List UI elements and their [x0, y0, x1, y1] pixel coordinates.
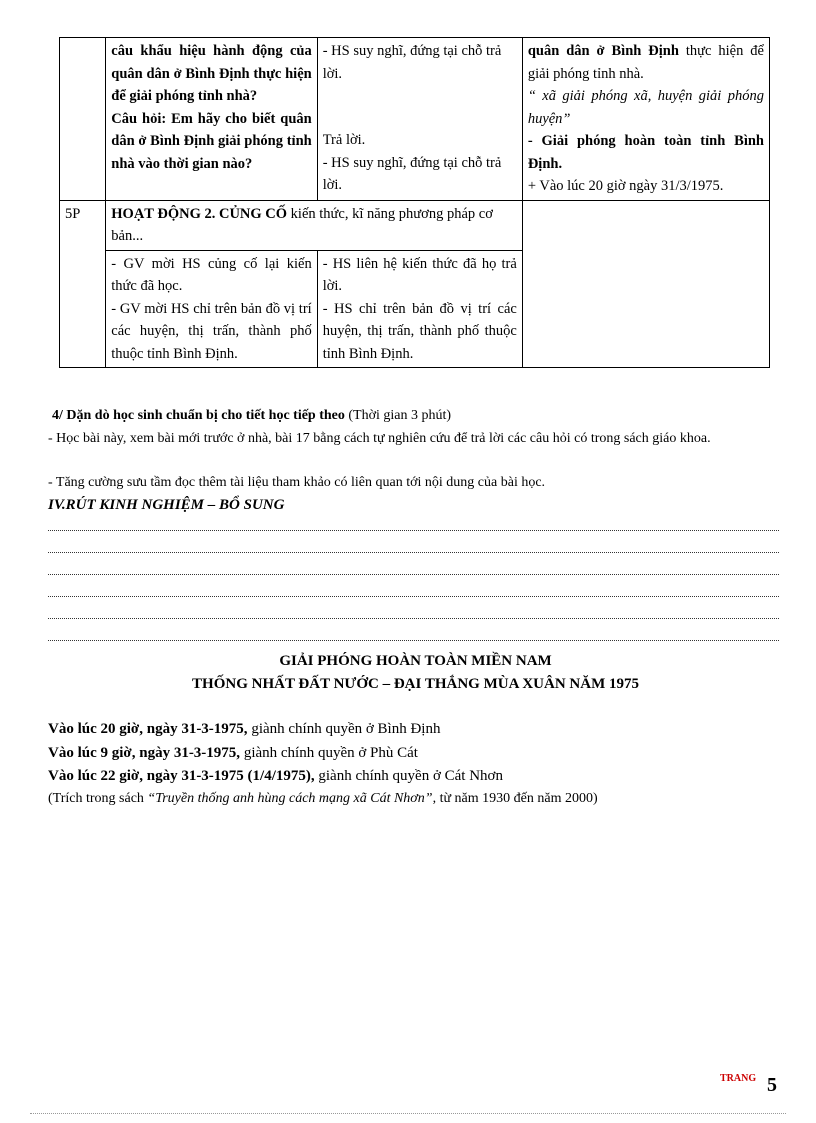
fact-text: giành chính quyền ở Cát Nhơn — [314, 768, 503, 784]
content-text: thực hiện để giải phóng tỉnh nhà. — [527, 43, 764, 82]
student-cell — [317, 38, 522, 201]
content-cell — [522, 200, 769, 368]
ruled-line — [48, 530, 779, 531]
ruled-line — [48, 640, 779, 641]
source-suffix: , từ năm 1930 đến năm 2000) — [432, 791, 598, 806]
homework-heading-bold: 4/ Dặn dò học sinh chuẩn bị cho tiết học tiếp theo — [52, 408, 345, 423]
table-row — [60, 200, 770, 250]
source-prefix: (Trích trong sách — [48, 791, 148, 806]
teacher-task-2: - GV mời HS chỉ trên bản đồ vị trí các huyện, thị trấn, thành phố thuộc tỉnh Bình Định. — [111, 300, 312, 362]
content-line-1 — [528, 40, 764, 85]
fact-date: Vào lúc 22 giờ, ngày 31-3-1975 (1/4/1975), — [48, 768, 315, 784]
time-cell: 5P — [60, 200, 106, 368]
fact-date: Vào lúc 20 giờ, ngày 31-3-1975, — [48, 721, 248, 737]
teacher-task-1: - GV mời HS củng cố lại kiến thức đã học. — [111, 255, 312, 294]
homework-item-1: - Học bài này, xem bài mới trước ở nhà, bài 17 bằng cách tự nghiên cứu để trả lời các câu hỏi có trong sách giáo khoa. — [48, 431, 711, 446]
student-task-1: - HS liên hệ kiến thức đã họ trả lời. — [322, 255, 517, 294]
teacher-question-2: Câu hỏi: Em hãy cho biết quân dân ở Bình Định giải phóng tỉnh nhà vào thời gian nào? — [111, 110, 312, 172]
content-bold: quân dân ở Bình Định — [527, 43, 679, 59]
source-title: “Truyền thống anh hùng cách mạng xã Cát Nhơn” — [147, 791, 433, 806]
page-label: TRANG — [720, 1073, 757, 1084]
ruled-line — [48, 574, 779, 575]
table-row — [60, 38, 770, 201]
ruled-line — [48, 596, 779, 597]
appendix-title-2: THỐNG NHẤT ĐẤT NƯỚC – ĐẠI THẮNG MÙA XUÂN NĂM 1975 — [192, 676, 639, 692]
review-heading: IV.RÚT KINH NGHIỆM – BỔ SUNG — [48, 497, 285, 513]
teacher-cell — [106, 38, 317, 201]
ruled-line — [48, 618, 779, 619]
activity-subtitle: kiến thức, kĩ năng phương pháp cơ bản... — [111, 205, 493, 244]
student-answer-2: - HS suy nghĩ, đứng tại chỗ trả lời. — [322, 154, 502, 193]
content-heading-2: - Giải phóng hoàn toàn tỉnh Bình Định. — [527, 133, 764, 172]
footer-divider — [30, 1113, 786, 1114]
content-time: + Vào lúc 20 giờ ngày 31/3/1975. — [527, 178, 724, 194]
student-answer-1: - HS suy nghĩ, đứng tại chỗ trả lời. — [322, 43, 502, 82]
page-number: 5 — [767, 1074, 777, 1096]
content-cell — [522, 38, 769, 201]
homework-item-2: - Tăng cường sưu tầm đọc thêm tài liệu tham khảo có liên quan tới nội dung của bài học. — [48, 475, 546, 490]
lesson-table — [59, 37, 770, 368]
student-answer-label: Trả lời. — [322, 132, 366, 148]
teacher-cell — [106, 250, 317, 368]
appendix-title-1: GIẢI PHÓNG HOÀN TOÀN MIỀN NAM — [279, 653, 552, 669]
fact-line — [48, 742, 418, 764]
fact-text: giành chính quyền ở Phù Cát — [240, 745, 418, 761]
student-cell — [317, 250, 522, 368]
homework-heading-time: (Thời gian 3 phút) — [344, 408, 452, 423]
time-cell — [60, 38, 106, 201]
fact-text: giành chính quyền ở Bình Định — [247, 721, 441, 737]
teacher-question-1: câu khẩu hiệu hành động của quân dân ở Bình Định thực hiện để giải phóng tỉnh nhà? — [111, 43, 312, 104]
ruled-line — [48, 552, 779, 553]
student-task-2: - HS chỉ trên bản đồ vị trí các huyện, thị trấn, thành phố thuộc tỉnh Bình Định. — [322, 300, 517, 362]
homework-heading — [52, 405, 787, 427]
fact-line — [48, 718, 440, 740]
content-quote: “ xã giải phóng xã, huyện giải phóng huyện” — [527, 88, 764, 127]
fact-date: Vào lúc 9 giờ, ngày 31-3-1975, — [48, 745, 241, 761]
activity-title: HOẠT ĐỘNG 2. CỦNG CỐ — [111, 205, 288, 222]
fact-line — [48, 765, 503, 787]
source-citation — [48, 788, 598, 810]
activity-title-cell — [106, 200, 523, 250]
